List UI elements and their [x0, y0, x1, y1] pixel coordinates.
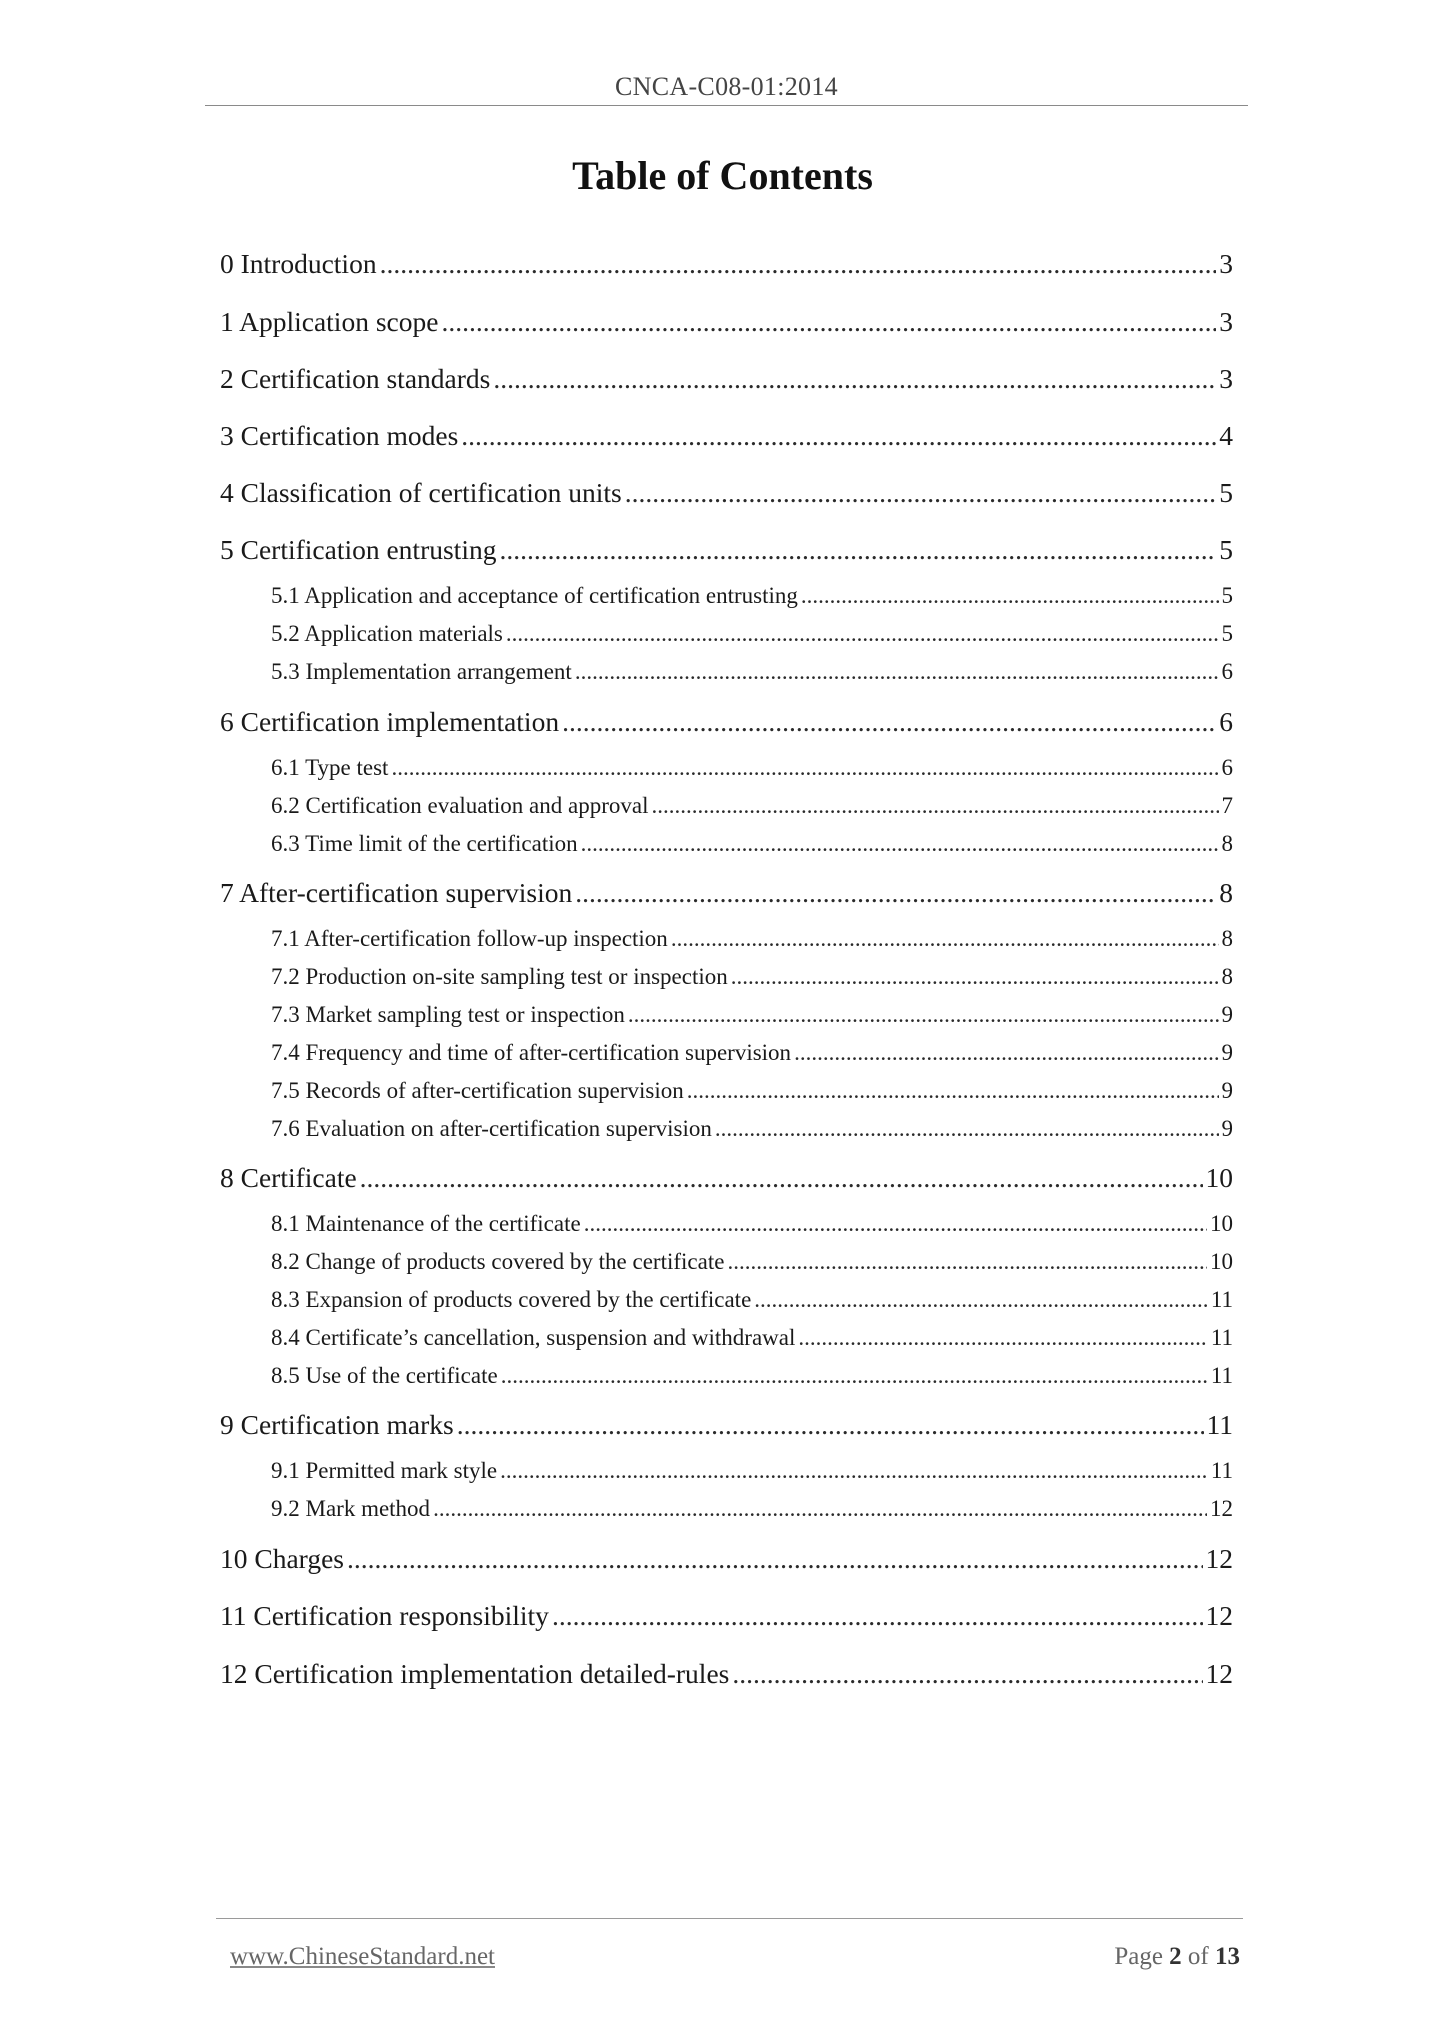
toc-leader-dots [562, 706, 1216, 738]
toc-entry-page: 3 [1219, 306, 1233, 337]
toc-entry-page: 5 [1221, 583, 1233, 608]
toc-entry-page: 11 [1206, 1409, 1233, 1440]
toc-subsection-entry[interactable] [271, 1040, 1233, 1074]
toc-leader-dots [671, 926, 1219, 952]
toc-entry-label: 7.2 Production on-site sampling test or inspection [271, 964, 728, 989]
running-header: CNCA-C08-01:2014 [615, 72, 838, 101]
toc-entry-label: 10 Charges [220, 1543, 344, 1574]
header-divider [205, 105, 1248, 106]
toc-leader-dots [727, 1249, 1207, 1275]
toc-entry-label: 8.1 Maintenance of the certificate [271, 1211, 581, 1236]
toc-entry-page: 10 [1210, 1249, 1233, 1274]
toc-entry-page: 12 [1205, 1600, 1233, 1631]
toc-entry-page: 11 [1210, 1287, 1233, 1312]
toc-section-entry[interactable] [220, 877, 1233, 917]
toc-entry-label: 7.3 Market sampling test or inspection [271, 1002, 625, 1027]
toc-leader-dots [798, 1325, 1207, 1351]
toc-section-entry[interactable] [220, 706, 1233, 746]
toc-leader-dots [584, 1211, 1207, 1237]
toc-entry-label: 6.2 Certification evaluation and approval [271, 793, 649, 818]
toc-leader-dots [754, 1287, 1208, 1313]
toc-section-entry[interactable] [220, 1543, 1233, 1583]
toc-leader-dots [651, 793, 1218, 819]
toc-subsection-entry[interactable] [271, 621, 1233, 655]
toc-entry-label: 8.2 Change of products covered by the certificate [271, 1249, 725, 1274]
toc-entry-label: 8.3 Expansion of products covered by the certificate [271, 1287, 752, 1312]
toc-subsection-entry[interactable] [271, 831, 1233, 865]
toc-section-entry[interactable] [220, 420, 1233, 460]
toc-leader-dots [433, 1496, 1207, 1522]
toc-leader-dots [732, 1658, 1202, 1690]
toc-leader-dots [801, 583, 1219, 609]
toc-section-entry[interactable] [220, 477, 1233, 517]
toc-leader-dots [715, 1116, 1219, 1142]
toc-entry-label: 0 Introduction [220, 248, 377, 279]
toc-subsection-entry[interactable] [271, 1249, 1233, 1283]
page-prefix: Page [1114, 1943, 1163, 1970]
toc-section-entry[interactable] [220, 306, 1233, 346]
toc-entry-page: 6 [1221, 659, 1233, 684]
toc-entry-label: 6.1 Type test [271, 755, 389, 780]
page-of: of [1187, 1943, 1209, 1970]
toc-subsection-entry[interactable] [271, 926, 1233, 960]
toc-entry-label: 4 Classification of certification units [220, 477, 622, 508]
toc-entry-label: 7.4 Frequency and time of after-certification supervision [271, 1040, 792, 1065]
toc-subsection-entry[interactable] [271, 659, 1233, 693]
toc-entry-label: 11 Certification responsibility [220, 1600, 549, 1631]
toc-leader-dots [625, 477, 1217, 509]
toc-entry-page: 8 [1221, 831, 1233, 856]
toc-entry-page: 11 [1210, 1325, 1233, 1350]
toc-section-entry[interactable] [220, 534, 1233, 574]
toc-entry-page: 5 [1219, 534, 1233, 565]
toc-subsection-entry[interactable] [271, 1116, 1233, 1150]
toc-entry-page: 8 [1221, 964, 1233, 989]
toc-subsection-entry[interactable] [271, 1325, 1233, 1359]
toc-entry-label: 1 Application scope [220, 306, 439, 337]
toc-entry-label: 7.6 Evaluation on after-certification supervision [271, 1116, 712, 1141]
toc-leader-dots [575, 659, 1219, 685]
toc-entry-page: 10 [1210, 1211, 1233, 1236]
toc-entry-label: 9.1 Permitted mark style [271, 1458, 498, 1483]
toc-entry-page: 9 [1221, 1002, 1233, 1027]
toc-leader-dots [441, 306, 1216, 338]
toc-subsection-entry[interactable] [271, 1363, 1233, 1397]
page-title: Table of Contents [572, 153, 873, 198]
toc-entry-page: 3 [1219, 248, 1233, 279]
toc-leader-dots [501, 1363, 1208, 1389]
toc-leader-dots [380, 248, 1217, 280]
toc-entry-label: 9.2 Mark method [271, 1496, 431, 1521]
toc-entry-page: 11 [1210, 1458, 1233, 1483]
toc-subsection-entry[interactable] [271, 1211, 1233, 1245]
toc-entry-label: 8.5 Use of the certificate [271, 1363, 498, 1388]
toc-entry-label: 8 Certificate [220, 1162, 357, 1193]
page-total: 13 [1215, 1943, 1240, 1970]
toc-leader-dots [552, 1600, 1203, 1632]
toc-entry-label: 7.5 Records of after-certification supervision [271, 1078, 684, 1103]
toc-entry-page: 4 [1219, 420, 1233, 451]
toc-entry-page: 9 [1221, 1078, 1233, 1103]
toc-leader-dots [581, 831, 1219, 857]
toc-entry-label: 5.1 Application and acceptance of certification entrusting [271, 583, 798, 608]
toc-entry-label: 6 Certification implementation [220, 706, 560, 737]
toc-leader-dots [493, 363, 1216, 395]
toc-entry-page: 12 [1210, 1496, 1233, 1521]
toc-leader-dots [347, 1543, 1203, 1575]
toc-leader-dots [391, 755, 1218, 781]
toc-subsection-entry[interactable] [271, 793, 1233, 827]
toc-subsection-entry[interactable] [271, 1496, 1233, 1530]
toc-entry-page: 9 [1221, 1040, 1233, 1065]
toc-leader-dots [499, 534, 1216, 566]
toc-entry-page: 6 [1219, 706, 1233, 737]
toc-leader-dots [731, 964, 1219, 990]
toc-entry-label: 7 After-certification supervision [220, 877, 573, 908]
toc-subsection-entry[interactable] [271, 1287, 1233, 1321]
toc-leader-dots [794, 1040, 1218, 1066]
toc-leader-dots [506, 621, 1219, 647]
website-link[interactable]: www.ChineseStandard.net [230, 1943, 495, 1970]
toc-leader-dots [687, 1078, 1219, 1104]
toc-leader-dots [628, 1002, 1219, 1028]
toc-section-entry[interactable] [220, 1409, 1233, 1449]
toc-subsection-entry[interactable] [271, 1458, 1233, 1492]
toc-entry-label: 9 Certification marks [220, 1409, 454, 1440]
toc-entry-page: 5 [1221, 621, 1233, 646]
toc-entry-page: 8 [1219, 877, 1233, 908]
toc-section-entry[interactable] [220, 1600, 1233, 1640]
toc-entry-page: 12 [1205, 1543, 1233, 1574]
toc-leader-dots [461, 420, 1216, 452]
toc-leader-dots [575, 877, 1216, 909]
toc-section-entry[interactable] [220, 1162, 1233, 1202]
toc-entry-page: 12 [1205, 1658, 1233, 1689]
toc-entry-label: 6.3 Time limit of the certification [271, 831, 578, 856]
toc-entry-label: 2 Certification standards [220, 363, 491, 394]
toc-entry-page: 5 [1219, 477, 1233, 508]
toc-entry-page: 9 [1221, 1116, 1233, 1141]
toc-entry-label: 12 Certification implementation detailed-rules [220, 1658, 730, 1689]
toc-entry-label: 8.4 Certificate’s cancellation, suspension and withdrawal [271, 1325, 796, 1350]
toc-entry-page: 10 [1205, 1162, 1233, 1193]
toc-leader-dots [360, 1162, 1203, 1194]
toc-section-entry[interactable] [220, 1658, 1233, 1698]
toc-entry-label: 5.2 Application materials [271, 621, 503, 646]
toc-section-entry[interactable] [220, 248, 1233, 288]
toc-entry-label: 7.1 After-certification follow-up inspection [271, 926, 668, 951]
toc-section-entry[interactable] [220, 363, 1233, 403]
toc-leader-dots [457, 1409, 1204, 1441]
toc-subsection-entry[interactable] [271, 755, 1233, 789]
toc-entry-page: 8 [1221, 926, 1233, 951]
page-current: 2 [1169, 1943, 1182, 1970]
toc-subsection-entry[interactable] [271, 583, 1233, 617]
toc-entry-label: 5.3 Implementation arrangement [271, 659, 572, 684]
toc-entry-label: 5 Certification entrusting [220, 534, 497, 565]
toc-entry-page: 3 [1219, 363, 1233, 394]
toc-leader-dots [500, 1458, 1208, 1484]
toc-entry-page: 11 [1210, 1363, 1233, 1388]
toc-subsection-entry[interactable] [271, 964, 1233, 998]
toc-subsection-entry[interactable] [271, 1002, 1233, 1036]
toc-subsection-entry[interactable] [271, 1078, 1233, 1112]
toc-entry-page: 7 [1221, 793, 1233, 818]
toc-entry-page: 6 [1221, 755, 1233, 780]
toc-entry-label: 3 Certification modes [220, 420, 459, 451]
footer-divider [216, 1918, 1243, 1919]
page-number [1114, 1943, 1240, 1971]
